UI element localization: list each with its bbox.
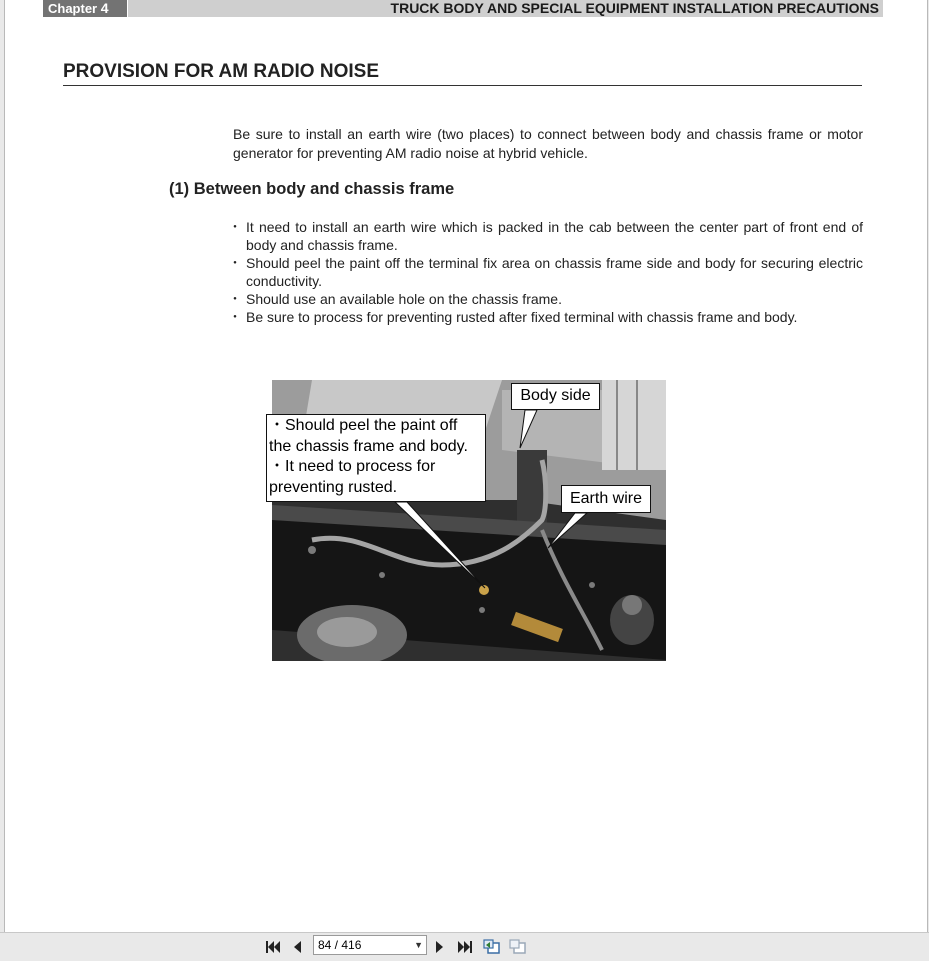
- running-header-title: TRUCK BODY AND SPECIAL EQUIPMENT INSTALLATION PRECAUTIONS: [128, 0, 883, 17]
- callout-line: ・Should peel the paint off: [269, 417, 458, 434]
- page-number-select[interactable]: [313, 935, 427, 955]
- previous-view-icon[interactable]: [482, 937, 502, 957]
- callout-earth-wire: Earth wire: [561, 485, 651, 513]
- next-view-icon[interactable]: [508, 937, 528, 957]
- callout-line: the chassis frame and body.: [269, 437, 468, 455]
- callout-peel-paint: [266, 414, 486, 502]
- chevron-down-icon: ▼: [414, 940, 423, 950]
- list-item: ・ Should peel the paint off the terminal fix area on chassis frame side and body for securing electric conductivity.: [233, 254, 863, 290]
- page-navigation-toolbar: [0, 932, 929, 961]
- previous-page-icon[interactable]: [287, 937, 307, 957]
- subsection-heading: (1) Between body and chassis frame: [169, 180, 455, 198]
- callout-body-side: Body side: [511, 383, 600, 410]
- list-item: ・ Should use an available hole on the chassis frame.: [233, 290, 863, 308]
- chapter-label: Chapter: [48, 1, 98, 16]
- list-item: ・ Be sure to process for preventing rusted after fixed terminal with chassis frame and body.: [233, 308, 863, 326]
- page-indicator: 84 / 416: [318, 938, 362, 952]
- chapter-number: 4: [100, 0, 109, 16]
- section-title: PROVISION FOR AM RADIO NOISE: [63, 61, 862, 86]
- first-page-icon[interactable]: [263, 937, 283, 957]
- next-page-icon[interactable]: [430, 937, 450, 957]
- list-item: ・ It need to install an earth wire which is packed in the cab between the center part of front end of body and chassis frame.: [233, 218, 863, 254]
- callout-line: ・It need to process for: [269, 458, 436, 475]
- last-page-icon[interactable]: [455, 937, 475, 957]
- callout-line: preventing rusted.: [269, 478, 398, 496]
- intro-paragraph: Be sure to install an earth wire (two places) to connect between body and chassis frame or motor generator for preventing AM radio noise at hybrid vehicle.: [233, 126, 863, 161]
